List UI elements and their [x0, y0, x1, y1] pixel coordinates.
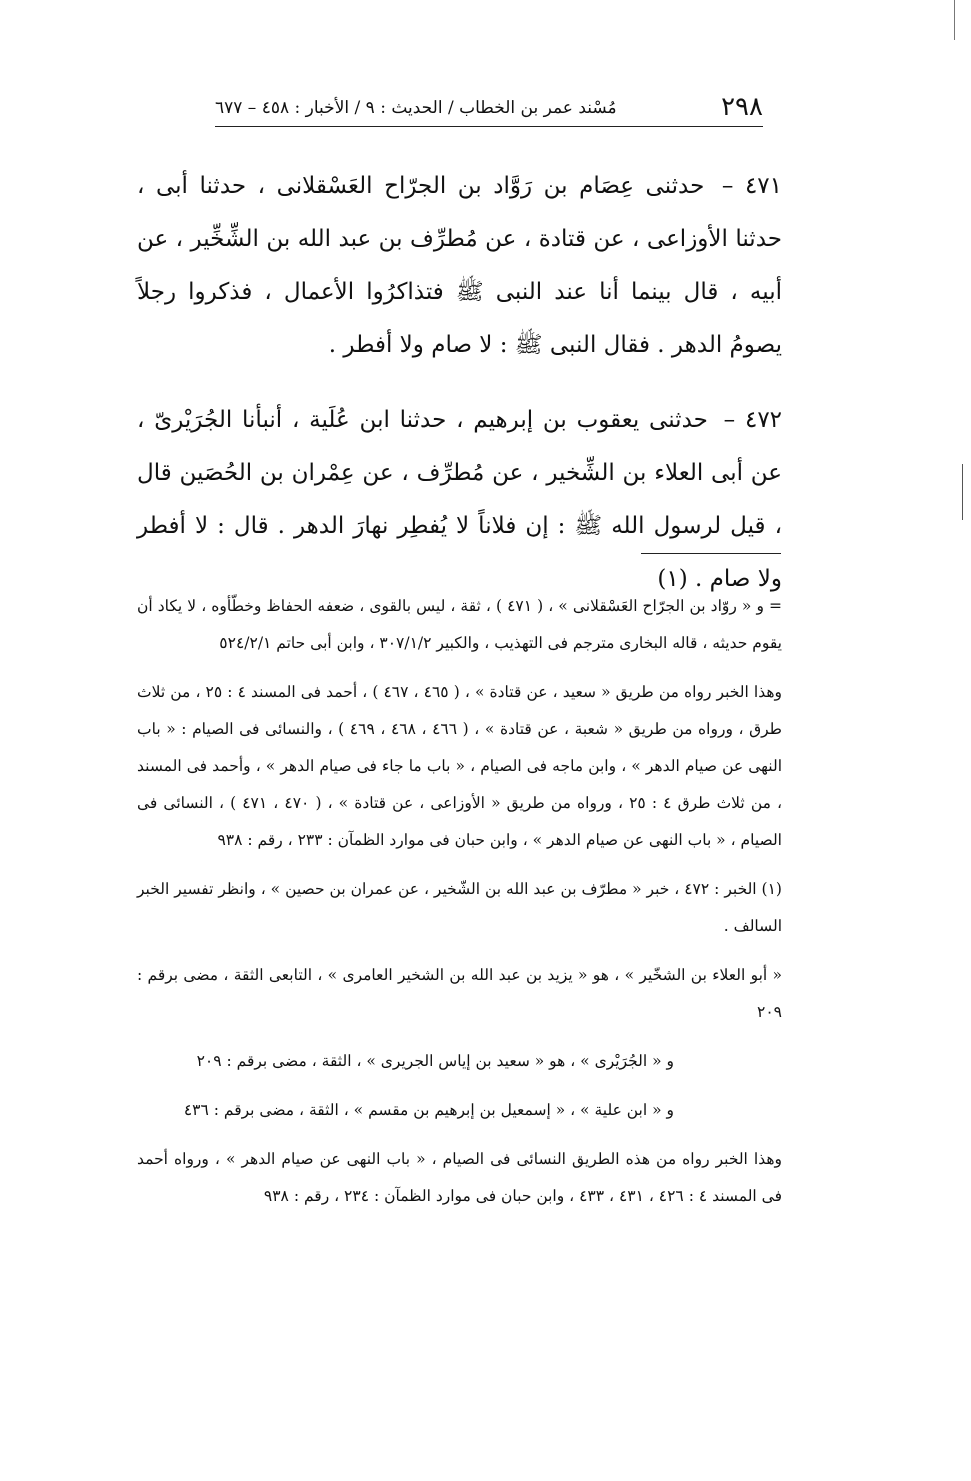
scan-edge-mark	[954, 0, 955, 40]
footnote-paragraph: وهذا الخبر رواه من طريق « سعيد ، عن قتادة » ، ( ٤٦٥ ، ٤٦٧ ) ، أحمد فى المسند ٤ : ٢٥ ، من ثلاث طرق ، ورواه من طريق « شعبة ، عن قتادة » ، ( ٤٦٦ ، ٤٦٨ ، ٤٦٩ ) ، والنسائى فى الصيام : « باب النهى عن صيام الدهر » ، وابن ماجه فى الصيام ، « باب ما جاء فى صيام الدهر » ، وأحمد فى المسند ، من ثلاث طرق ٤ : ٢٥ ، ورواه من طريق « الأوزاعى ، عن قتادة » ، ( ٤٧٠ ، ٤٧١ ) ، النسائى فى الصيام ، « باب النهى عن صيام الدهر » ، وابن حبان فى موارد الظمآن : ٢٣٣ ، رقم : ٩٣٨	[137, 683, 783, 849]
hadith-text: حدثنى عِصَام بن رَوَّاد بن الجرّاح العَسْقلانى ، حدثنا أبى ، حدثنا الأوزاعى ، عن قتادة ، عن مُطرِّف بن عبد الله بن الشِّخِّير ، عن أبيه ، قال بينما أنا عند النبى ﷺ فتذاكرُوا الأعمال ، فذكروا رجلاً يصومُ الدهر . فقال النبى ﷺ : لا صام ولا أفطر .	[137, 173, 782, 358]
running-title: مُسْند عمر بن الخطاب / الحديث : ٩ / الأخبار : ٤٥٨ – ٦٧٧	[215, 98, 617, 118]
page-number: ٢٩٨	[721, 92, 763, 122]
hadith-472	[137, 394, 782, 606]
hadith-text: حدثنى يعقوب بن إبرهيم ، حدثنا ابن عُلَية ، أنبأنا الجُرَيْرىّ ، عن أبى العلاء بن الشِّخير ، عن مُطرِّف ، عن عِمْران بن الحُصَين قال ، قيل لرسول الله ﷺ : إن فلاناً لا يُفطِر نهارَ الدهر . قال : لا أفطر ولا صام . (١)	[137, 407, 782, 592]
footnote-paragraph: « أبو العلاء بن الشخّير » ، هو « يزيد بن عبد الله بن الشخير العامرى » ، التابعى الثقة ، مضى برقم : ٢٠٩	[137, 966, 782, 1021]
footnotes	[137, 588, 782, 1227]
hadith-471	[137, 160, 782, 372]
footnote-paragraph: و « ابن علية » ، « إسمعيل بن إبرهيم بن مقسم » ، الثقة ، مضى برقم : ٤٣٦	[183, 1101, 674, 1119]
hadith-number: ٤٧٢ –	[723, 407, 783, 433]
footnote-continued: = و « روّاد بن الجرّاح العَسْقلانى » ، ( ٤٧١ ) ، ثقة ، ليس بالقوى ، ضعفه الحفاظ وخطّأوه ، لا يكاد أن يقوم حديثه ، قاله البخارى مترجم فى التهذيب ، والكبير ٣٠٧/١/٢ ، وابن أبى حاتم ٥٢٤/٢/١	[137, 597, 782, 652]
hadith-number: ٤٧١ –	[721, 173, 783, 199]
footnote-paragraph: و « الجُرَيْرى » ، هو « سعيد بن إياس الجريرى » ، الثقة ، مضى برقم : ٢٠٩	[196, 1052, 674, 1070]
footnote-1: (١) الخبر : ٤٧٢ ، خبر « مطرّف بن عبد الله بن الشّخير ، عن عمران بن حصين » ، وانظر تفسير الخبر السالف .	[137, 880, 782, 935]
scan-margin-mark	[962, 464, 963, 520]
page-header	[215, 92, 763, 127]
main-text	[137, 160, 782, 628]
footnote-paragraph: وهذا الخبر رواه من هذه الطريق النسائى فى الصيام ، « باب النهى عن صيام الدهر » ، ورواه أحمد فى المسند ٤ : ٤٢٦ ، ٤٣١ ، ٤٣٣ ، وابن حبان فى موارد الظمآن : ٢٣٤ ، رقم : ٩٣٨	[137, 1150, 782, 1205]
footnote-separator	[641, 553, 781, 554]
